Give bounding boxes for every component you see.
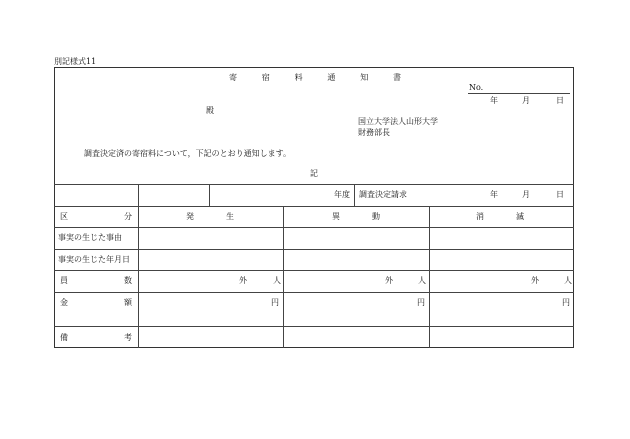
header-occurrence — [186, 212, 234, 222]
decision-date-day: 日 — [556, 190, 564, 199]
count-occurrence-person: 人 — [273, 276, 281, 285]
row-date-label: 事実の生じた年月日 — [58, 255, 130, 264]
header-extinction-char-1: 消 — [476, 212, 484, 221]
header-category — [60, 212, 132, 222]
sender-org: 国立大学法人山形大学 — [358, 117, 438, 126]
sender-title: 財務部長 — [358, 128, 390, 137]
row-amount-char-2: 額 — [124, 298, 132, 307]
row-count-char-1: 員 — [60, 276, 68, 285]
row-count-char-2: 数 — [124, 276, 132, 285]
ki-label: 記 — [310, 169, 318, 178]
title-char-4: 通 — [327, 73, 336, 82]
table-vline-c — [354, 184, 355, 206]
table-line-2 — [54, 227, 574, 228]
header-extinction-char-2: 滅 — [516, 212, 524, 221]
row-reason-label: 事実の生じた事由 — [58, 233, 122, 242]
title-char-2: 宿 — [261, 73, 270, 82]
header-category-char-1: 区 — [60, 212, 68, 221]
row-remarks-char-1: 備 — [60, 333, 68, 342]
table-vline-d — [283, 206, 284, 348]
header-category-char-2: 分 — [124, 212, 132, 221]
table-line-3 — [54, 249, 574, 250]
header-change — [332, 212, 380, 222]
row-remarks-char-2: 考 — [124, 333, 132, 342]
form-title — [229, 73, 401, 83]
header-occurrence-char-1: 発 — [186, 212, 194, 221]
amount-occurrence-unit: 円 — [271, 298, 279, 307]
table-vline-e — [429, 206, 430, 348]
table-line-5 — [54, 292, 574, 293]
table-line-1 — [54, 206, 574, 207]
form-frame — [54, 67, 574, 348]
header-change-char-1: 異 — [332, 212, 340, 221]
count-extinction-other: 外 — [531, 276, 539, 285]
table-line-4 — [54, 270, 574, 271]
year-label: 年度 — [334, 190, 350, 199]
count-change-other: 外 — [385, 276, 393, 285]
row-amount-char-1: 金 — [60, 298, 68, 307]
table-line-0 — [54, 184, 574, 185]
number-underline — [468, 93, 570, 94]
row-count-label — [60, 276, 132, 286]
header-occurrence-char-2: 生 — [226, 212, 234, 221]
title-char-1: 寄 — [229, 73, 237, 82]
date-year: 年 — [490, 96, 498, 105]
date-day: 日 — [556, 96, 564, 105]
amount-change-unit: 円 — [417, 298, 425, 307]
decision-date-year: 年 — [490, 190, 498, 199]
addressee-suffix: 殿 — [206, 106, 214, 115]
header-change-char-2: 動 — [372, 212, 380, 221]
decision-date-month: 月 — [522, 190, 530, 199]
row-remarks-label — [60, 333, 132, 343]
count-occurrence-other: 外 — [239, 276, 247, 285]
count-extinction-person: 人 — [564, 276, 572, 285]
date-month: 月 — [522, 96, 530, 105]
intro-text: 調査決定済の寄宿料について，下記のとおり通知します。 — [84, 149, 292, 158]
header-extinction — [476, 212, 524, 222]
table-vline-a — [138, 184, 139, 348]
table-line-6 — [54, 326, 574, 327]
form-label: 別記様式11 — [54, 57, 97, 66]
decision-label: 調査決定請求 — [359, 190, 407, 199]
number-label: No. — [469, 83, 484, 92]
count-change-person: 人 — [418, 276, 426, 285]
amount-extinction-unit: 円 — [562, 298, 570, 307]
title-char-3: 料 — [294, 73, 303, 82]
title-char-5: 知 — [360, 73, 369, 82]
table-vline-b — [209, 184, 210, 206]
title-char-6: 書 — [392, 73, 401, 82]
row-amount-label — [60, 298, 132, 308]
